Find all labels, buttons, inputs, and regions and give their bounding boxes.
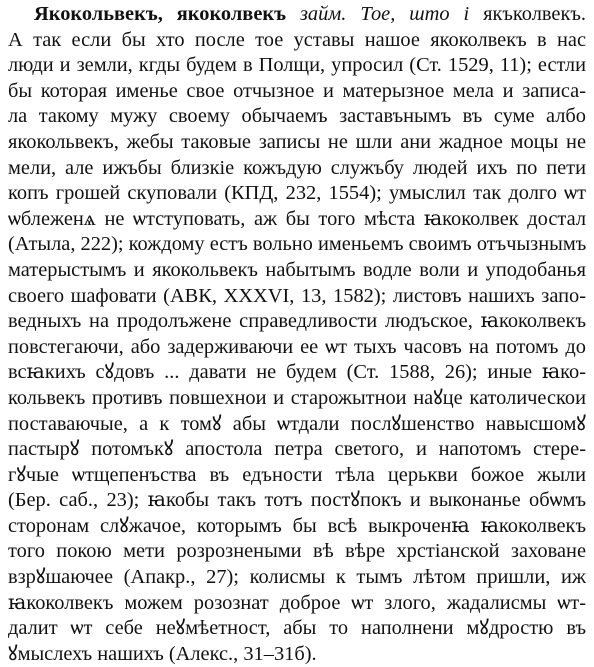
entry-gloss: Тое, што і [360,3,470,25]
citation-line: сторонам слꙋжачое, которымъ бы всѣ выкроченꙗ ꙗкоколвекъ [8,514,586,537]
citation-line: взрꙋшаючее (Апакр., 27); колисмы к тымъ лѣтом пришли, иж [8,566,586,589]
citation-line: пастырꙋ потомъкꙋ апостола петра светого, и напотомъ стере- [8,438,586,461]
citation-line: гꙋчые ѡтщепенъства въ едъности тѣла церькви божое жыли [8,463,586,486]
entry-first-line [8,2,586,28]
citation-line: (Бер. саб., 23); ꙗкобы такъ тотъ постꙋпокъ и выконанье обѡмъ [8,489,586,512]
citation-line: мели, але ижъбы близкіе кожъдую служъбу людей ихъ по пети [8,156,586,179]
citation-line: (Атыла, 222); кождому естъ вольно именьемъ своимъ отъчызнымъ [8,233,587,256]
citation-line: ведныхъ на продолъжене справедливости людъское, ꙗкоколвекъ [8,310,586,333]
citation-line: ѡблеженѧ не ѡтступовать, аж бы того мѣста ꙗкоколвек достал [8,207,586,230]
citation-line: бы которая именье свое отчызное и матерызное мела и записа- [8,79,586,102]
entry-gloss-reference: якъколвекъ. [483,3,586,25]
citation-line: А так если бы хто после тое уставы нашое якоколвекъ в нас [8,28,586,51]
citation-line: того покою мети розрознеными вѣ вѣре хрстіанской захованe [8,540,586,563]
citation-line: якокольвекъ, жебы таковые записы не шли ани жадное моцы не [8,130,586,153]
citation-line: матерыстымъ и якокольвекъ набытымъ водле воли и уподобанья [8,258,586,281]
citation-line: всꙗкихъ сꙋдовъ ... давати не будем (Ст. 1588, 26); иные ꙗко- [8,361,586,384]
citation-last-line: ꙋмыслехъ нашихъ (Алекс., 31–31б). [8,642,317,665]
citation-line: лa такому мужу своему обычаемъ заставънымъ въ суме албо [8,105,586,128]
citation-line: поставаючые, а к томꙋ абы ѡтдали послꙋшенство навысшомꙋ [8,412,586,435]
citation-line: далит ѡт себе неꙋмѣетност, абы то наполнени мꙋдростю въ [8,617,586,640]
entry-grammar-label: займ. [299,3,347,25]
entry-headword: Якокольвекъ, якоколвекъ [34,3,287,25]
citation-line: кольвекъ противъ повшехнои и старожытнои наꙋце католическои [8,386,586,409]
citation-line: копъ грошей скуповали (КПД, 232, 1554); умыслил так долго ѡт [8,182,586,205]
citation-line: ꙗкоколвекъ можем розознат доброе ѡт злого, жадалисмы ѡт- [8,591,586,614]
citation-line: люди и земли, кгды будем в Полщи, упросил (Ст. 1529, 11); естли [8,54,586,77]
citation-line: своего шафовати (АВК, XXXVI, 13, 1582); листовъ нашихъ запо- [8,284,586,307]
citation-line: повстегаючи, або задерживаючи ее ѡт тыхъ часовъ на потомъ до [8,335,586,358]
